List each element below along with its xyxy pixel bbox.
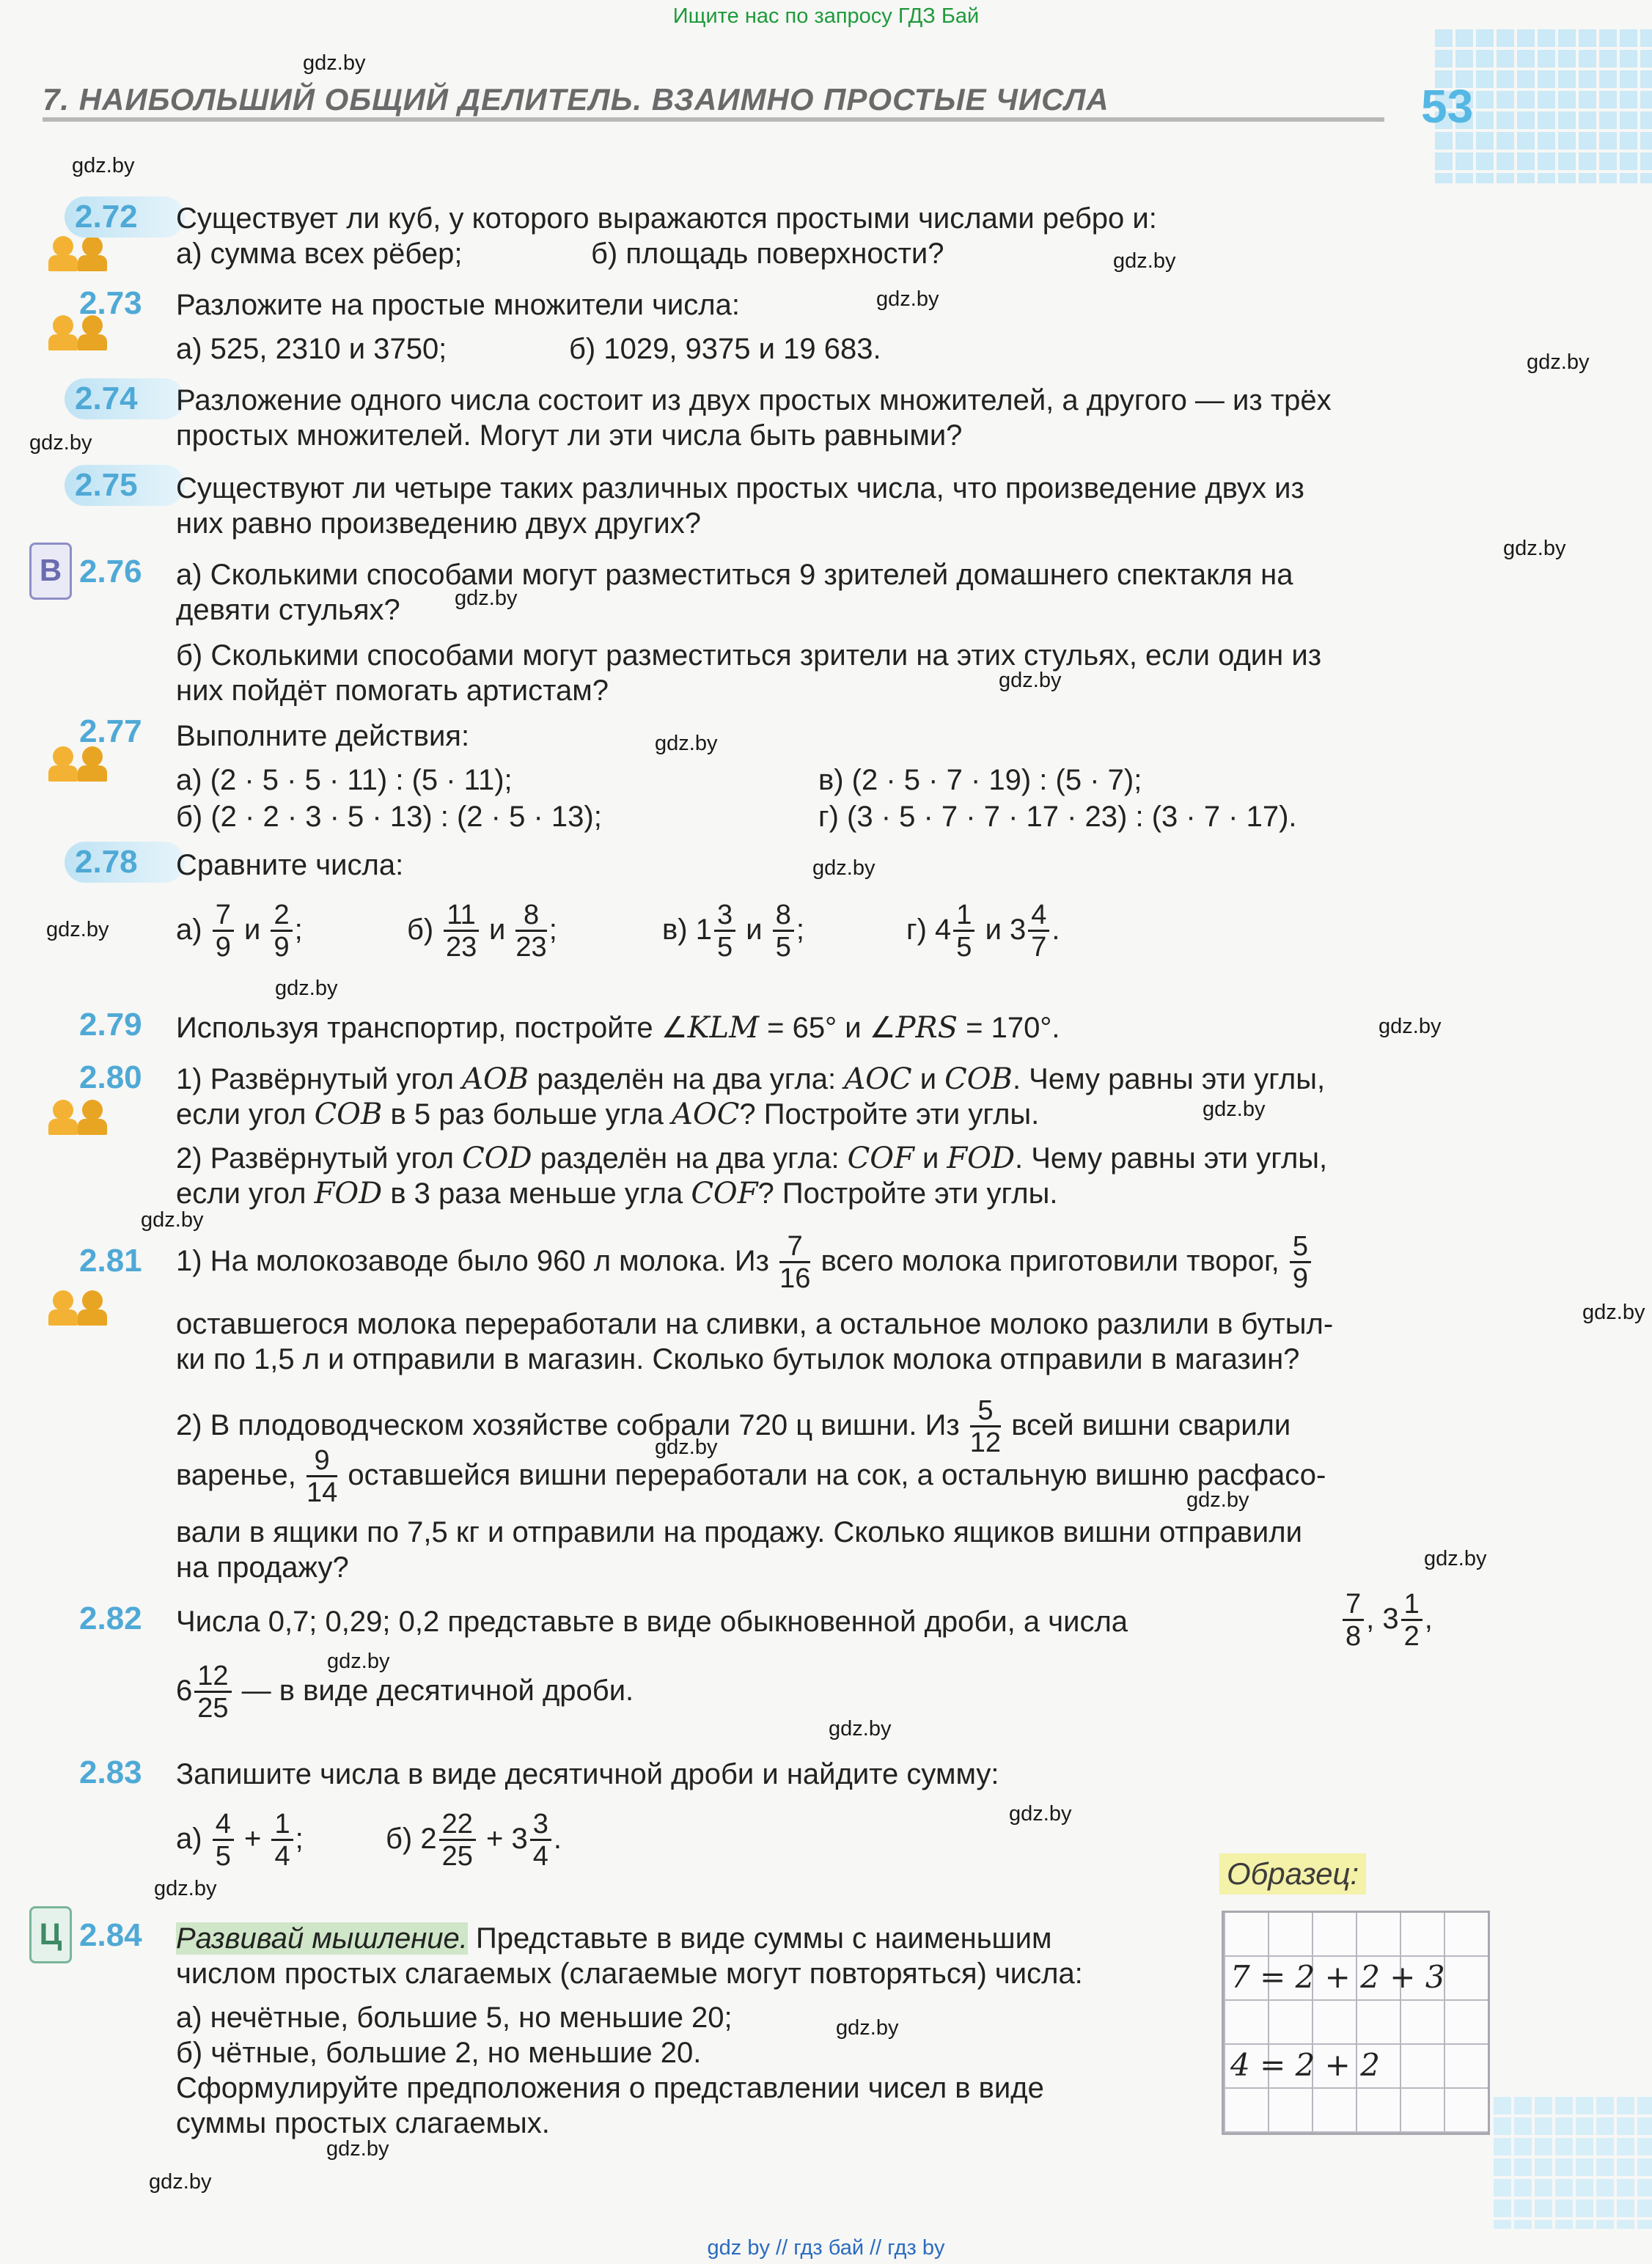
watermark: gdz.by	[1186, 1488, 1249, 1512]
watermark: gdz.by	[154, 1877, 217, 1900]
task-option-a: а) (2 · 5 · 5 · 11) : (5 · 11);	[176, 764, 513, 796]
task-text: а) Сколькими способами могут разместиться 9 зрителей домашнего спектакля на	[176, 559, 1293, 591]
task-text: вали в ящики по 7,5 кг и отправили на продажу. Сколько ящиков вишни отправили	[176, 1516, 1302, 1548]
think-highlight: Развивай мышление.	[176, 1922, 468, 1955]
task-option-b: б) $\frac{11}{23}$ и $\frac{8}{23}$ ;	[407, 900, 557, 963]
task-text: если угол FOD в 3 раза меньше угла COF? Постройте эти углы.	[176, 1177, 1058, 1210]
sample-equation: 4 = 2 + 2	[1230, 2047, 1380, 2083]
task-option-a: а) сумма всех рёбер;	[176, 238, 463, 270]
watermark: gdz.by	[655, 732, 718, 755]
task-text: Развивай мышление. Представьте в виде суммы с наименьшим	[176, 1922, 1052, 1955]
task-number: 2.73	[79, 285, 142, 321]
watermark: gdz.by	[326, 2137, 389, 2161]
task-text: на продажу?	[176, 1551, 349, 1584]
task-option-b: б) площадь поверхности?	[591, 238, 944, 270]
task-text: Используя транспортир, постройте ∠KLM = 65° и ∠PRS = 170°.	[176, 1011, 1060, 1045]
pair-work-icon	[48, 236, 111, 271]
watermark: gdz.by	[46, 918, 109, 941]
task-option-b: б) 2 $\frac{22}{25}$ + 3 $\frac{3}{4}$ .	[386, 1809, 562, 1872]
footer-links[interactable]: gdz by // гдз бай // гдз by	[707, 2236, 945, 2260]
watermark: gdz.by	[1582, 1301, 1645, 1324]
watermark: gdz.by	[303, 51, 366, 75]
task-option-a: а) $\frac{4}{5}$ + $\frac{1}{4}$ ;	[176, 1809, 304, 1872]
sample-grid	[1222, 1911, 1490, 2135]
task-number: 2.81	[79, 1243, 142, 1279]
sample-equation: 7 = 2 + 2 + 3	[1230, 1959, 1445, 1995]
watermark: gdz.by	[275, 977, 338, 1000]
task-text: Выполните действия:	[176, 720, 470, 752]
task-option-g: г) 4 $\frac{1}{5}$ и 3 $\frac{4}{7}$ .	[906, 900, 1060, 963]
watermark: gdz.by	[455, 587, 518, 610]
task-text: Числа 0,7; 0,29; 0,2 представьте в виде обыкновенной дроби, а числа	[176, 1606, 1128, 1638]
watermark: gdz.by	[29, 431, 92, 455]
task-fractions: $\frac{7}{8}$ , 3 $\frac{1}{2}$ ,	[1340, 1589, 1433, 1652]
task-text: простых множителей. Могут ли эти числа быть равными?	[176, 419, 963, 452]
task-text: оставшегося молока переработали на сливки, а остальное молоко разлили в бутыл-	[176, 1308, 1334, 1340]
watermark: gdz.by	[149, 2170, 212, 2194]
task-text: девяти стульях?	[176, 594, 400, 626]
page-number: 53	[1421, 80, 1474, 133]
task-text: числом простых слагаемых (слагаемые могут повторяться) числа:	[176, 1958, 1083, 1990]
watermark: gdz.by	[72, 154, 135, 177]
task-option-b: б) чётные, большие 2, но меньшие 20.	[176, 2037, 702, 2069]
task-option-a: а) нечётные, большие 5, но меньшие 20;	[176, 2002, 733, 2034]
digital-badge: Ц	[29, 1906, 72, 1963]
task-number: 2.78	[65, 842, 185, 883]
task-text: Сравните числа:	[176, 849, 404, 881]
watermark: gdz.by	[1527, 350, 1590, 374]
task-text: 2) Развёрнутый угол COD разделён на два угла: COF и FOD. Чему равны эти углы,	[176, 1142, 1328, 1175]
task-number: 2.76	[79, 554, 142, 589]
task-option-g: г) (3 · 5 · 7 · 7 · 17 · 23) : (3 · 7 · 17).	[818, 801, 1297, 833]
watermark: gdz.by	[812, 856, 875, 880]
watermark: gdz.by	[1113, 249, 1176, 273]
task-text: них пойдёт помогать артистам?	[176, 675, 609, 707]
task-text: 6 $\frac{12}{25}$ — в виде десятичной дроби.	[176, 1661, 634, 1724]
task-text: Существует ли куб, у которого выражаются простыми числами ребро и:	[176, 202, 1157, 235]
task-text: Разложите на простые множители числа:	[176, 289, 740, 321]
task-text: Сформулируйте предположения о представлении чисел в виде	[176, 2072, 1044, 2104]
task-text: 1) На молокозаводе было 960 л молока. Из $\frac{7}{16}$ всего молока приготовили творог, $\frac{5}{9}$	[176, 1232, 1313, 1294]
task-text: если угол COB в 5 раз больше угла AOC? Постройте эти углы.	[176, 1098, 1040, 1131]
task-number: 2.74	[65, 378, 185, 419]
task-number: 2.75	[65, 465, 185, 506]
task-text: варенье, $\frac{9}{14}$ оставшейся вишни переработали на сок, а остальную вишню расфасо-	[176, 1445, 1326, 1508]
task-text: ки по 1,5 л и отправили в магазин. Сколько бутылок молока отправили в магазин?	[176, 1343, 1300, 1375]
watermark: gdz.by	[876, 287, 939, 311]
watermark: gdz.by	[829, 1717, 892, 1741]
task-text: б) Сколькими способами могут разместиться зрители на этих стульях, если один из	[176, 639, 1322, 672]
watermark: gdz.by	[655, 1436, 718, 1459]
watermark: gdz.by	[327, 1650, 390, 1673]
chapter-underline	[43, 117, 1384, 122]
sample-label: Образец:	[1219, 1853, 1366, 1894]
watermark: gdz.by	[1424, 1547, 1487, 1570]
watermark: gdz.by	[1203, 1098, 1266, 1121]
task-option-b: б) (2 · 2 · 3 · 5 · 13) : (2 · 5 · 13);	[176, 801, 602, 833]
task-number: 2.80	[79, 1059, 142, 1095]
pair-work-icon	[48, 1100, 111, 1135]
task-option-a: а) 525, 2310 и 3750;	[176, 333, 447, 365]
task-number: 2.84	[79, 1917, 142, 1953]
task-option-v: в) 1 $\frac{3}{5}$ и $\frac{8}{5}$ ;	[662, 900, 804, 963]
variant-badge: В	[29, 543, 72, 600]
task-text: Запишите числа в виде десятичной дроби и найдите сумму:	[176, 1758, 999, 1790]
watermark: gdz.by	[141, 1208, 204, 1232]
task-option-v: в) (2 · 5 · 7 · 19) : (5 · 7);	[818, 764, 1142, 796]
task-text: 1) Развёрнутый угол AOB разделён на два угла: AOC и COB. Чему равны эти углы,	[176, 1062, 1326, 1096]
task-text: суммы простых слагаемых.	[176, 2107, 550, 2139]
task-text: них равно произведению двух других?	[176, 507, 702, 540]
task-number: 2.82	[79, 1600, 142, 1636]
task-text: Разложение одного числа состоит из двух простых множителей, а другого — из трёх	[176, 384, 1332, 416]
task-number: 2.83	[79, 1754, 142, 1790]
chapter-title: 7. НАИБОЛЬШИЙ ОБЩИЙ ДЕЛИТЕЛЬ. ВЗАИМНО ПРОСТЫЕ ЧИСЛА	[43, 82, 1109, 117]
watermark: gdz.by	[1378, 1015, 1442, 1038]
task-text: Существуют ли четыре таких различных простых числа, что произведение двух из	[176, 472, 1304, 504]
task-number: 2.72	[65, 196, 185, 238]
task-number: 2.77	[79, 713, 142, 749]
pair-work-icon	[48, 1290, 111, 1326]
watermark: gdz.by	[1009, 1802, 1072, 1826]
task-text: 2) В плодоводческом хозяйстве собрали 720 ц вишни. Из $\frac{5}{12}$ всей вишни сварили	[176, 1395, 1291, 1458]
task-number: 2.79	[79, 1007, 142, 1043]
task-option-a: а) $\frac{7}{9}$ и $\frac{2}{9}$ ;	[176, 900, 303, 963]
bottom-grid-decoration	[1491, 2097, 1652, 2229]
task-option-b: б) 1029, 9375 и 19 683.	[569, 333, 881, 365]
watermark: gdz.by	[836, 2016, 899, 2040]
watermark: gdz.by	[1503, 537, 1566, 560]
watermark: gdz.by	[999, 669, 1062, 692]
top-search-link[interactable]: Ищите нас по запросу ГДЗ Бай	[672, 4, 980, 28]
